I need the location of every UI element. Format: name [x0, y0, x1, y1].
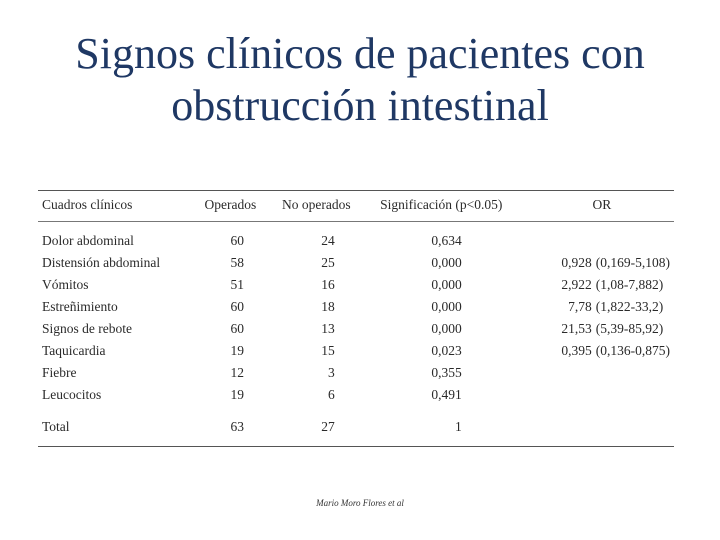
title-line-2: obstrucción intestinal: [171, 81, 549, 130]
cell-name: Leucocitos: [42, 387, 102, 402]
table-header: [38, 191, 674, 222]
cell-no-operados: 27: [321, 419, 335, 434]
cell-no-operados: 25: [321, 255, 335, 270]
table-row: [38, 340, 674, 362]
cell-significacion: 0,000: [431, 255, 462, 270]
cell-no-operados: 24: [321, 233, 335, 248]
header-row: [38, 191, 674, 222]
cell-or: [520, 296, 674, 318]
or-confidence-interval: (1,08-7,882): [595, 277, 664, 292]
or-value: 2,922: [561, 277, 592, 292]
cell-no-operados: 3: [328, 365, 335, 380]
cell-name: Estreñimiento: [42, 299, 118, 314]
or-value: 0,395: [561, 343, 592, 358]
cell-no-operados: 6: [328, 387, 335, 402]
or-value: 7,78: [568, 299, 592, 314]
or-confidence-interval: (0,169-5,108): [595, 255, 670, 270]
or-value: 0,928: [561, 255, 592, 270]
cell-or: [520, 274, 674, 296]
cell-operados: 19: [230, 387, 244, 402]
cell-significacion: 0,000: [431, 321, 462, 336]
table-row: [38, 274, 674, 296]
total-row: [38, 406, 674, 447]
cell-name: Dolor abdominal: [42, 233, 134, 248]
header-operados: Operados: [204, 197, 257, 212]
cell-or: [520, 340, 674, 362]
cell-significacion: 0,000: [431, 277, 462, 292]
or-confidence-interval: (1,822-33,2): [595, 299, 664, 314]
cell-significacion: 0,355: [431, 365, 462, 380]
cell-name: Distensión abdominal: [42, 255, 161, 270]
table-row: [38, 384, 674, 406]
or-confidence-interval: (5,39-85,92): [595, 321, 664, 336]
table-row: [38, 252, 674, 274]
cell-operados: 60: [230, 233, 244, 248]
cell-operados: 60: [230, 321, 244, 336]
cell-operados: 19: [230, 343, 244, 358]
or-confidence-interval: (0,136-0,875): [595, 343, 670, 358]
clinical-signs-table: [38, 190, 674, 447]
header-or: OR: [592, 197, 612, 212]
cell-no-operados: 15: [321, 343, 335, 358]
cell-or: [520, 384, 674, 406]
clinical-signs-table-container: [38, 190, 674, 447]
footer-citation: Mario Moro Flores et al: [316, 498, 404, 508]
cell-or: [520, 318, 674, 340]
cell-name: Taquicardia: [42, 343, 106, 358]
cell-or: [520, 222, 674, 253]
cell-operados: 60: [230, 299, 244, 314]
cell-or: [520, 362, 674, 384]
table-row: [38, 296, 674, 318]
cell-operados: 63: [230, 419, 244, 434]
cell-no-operados: 16: [321, 277, 335, 292]
cell-significacion: 0,000: [431, 299, 462, 314]
cell-name: Total: [42, 419, 70, 434]
table-body: [38, 222, 674, 447]
cell-operados: 58: [230, 255, 244, 270]
cell-operados: 51: [230, 277, 244, 292]
cell-significacion: 0,023: [431, 343, 462, 358]
cell-no-operados: 18: [321, 299, 335, 314]
cell-operados: 12: [230, 365, 244, 380]
cell-name: Vómitos: [42, 277, 89, 292]
cell-name: Fiebre: [42, 365, 77, 380]
header-cuadros-clinicos: Cuadros clínicos: [42, 197, 133, 212]
header-significacion: Significación (p<0.05): [380, 197, 503, 212]
cell-name: Signos de rebote: [42, 321, 132, 336]
or-value: 21,53: [561, 321, 592, 336]
slide-title: [0, 28, 720, 132]
header-no-operados: No operados: [282, 197, 351, 212]
table-row: [38, 362, 674, 384]
cell-significacion: 1: [455, 419, 462, 434]
table-row: [38, 222, 674, 253]
cell-significacion: 0,634: [431, 233, 462, 248]
cell-no-operados: 13: [321, 321, 335, 336]
title-line-1: Signos clínicos de pacientes con: [75, 29, 645, 78]
cell-or: [520, 406, 674, 447]
table-row: [38, 318, 674, 340]
cell-significacion: 0,491: [431, 387, 462, 402]
cell-or: [520, 252, 674, 274]
